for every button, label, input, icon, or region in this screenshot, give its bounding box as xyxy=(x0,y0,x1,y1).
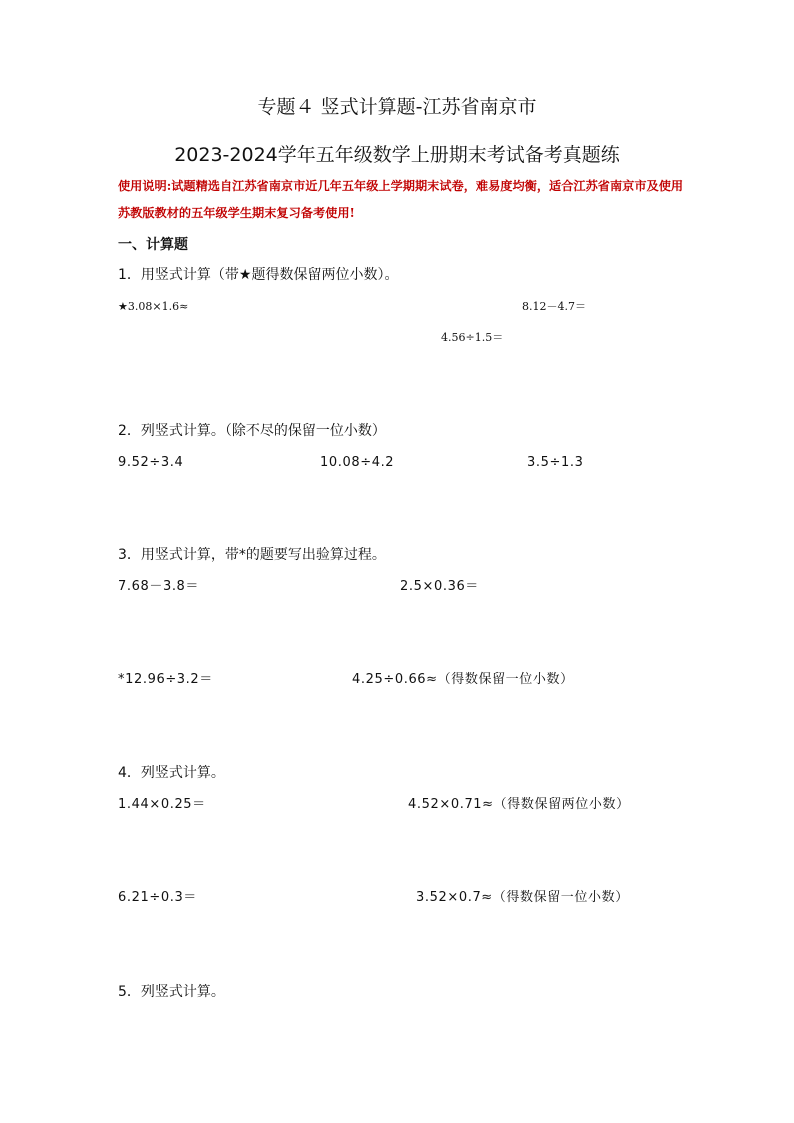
question-1-item-1: ★3.08×1.6≈ xyxy=(118,300,189,313)
question-3-prompt: 3．用竖式计算，带*的题要写出验算过程。 xyxy=(118,547,386,563)
question-4-item-4: 3.52×0.7≈（得数保留一位小数） xyxy=(416,890,629,905)
question-2-item-2: 10.08÷4.2 xyxy=(320,455,395,470)
question-5-prompt: 5．列竖式计算。 xyxy=(118,984,225,1000)
question-4-item-1: 1.44×0.25＝ xyxy=(118,797,206,812)
question-4-item-3: 6.21÷0.3＝ xyxy=(118,890,197,905)
question-2-prompt: 2．列竖式计算。（除不尽的保留一位小数） xyxy=(118,423,386,439)
document-title-line-1: 专题４ 竖式计算题-江苏省南京市 xyxy=(257,96,537,118)
question-2-item-1: 9.52÷3.4 xyxy=(118,455,184,470)
document-title-line-2: 2023-2024学年五年级数学上册期末考试备考真题练 xyxy=(174,144,620,166)
question-1-prompt: 1．用竖式计算（带★题得数保留两位小数）。 xyxy=(118,267,399,283)
question-3-item-3: *12.96÷3.2＝ xyxy=(118,672,213,687)
question-4-prompt: 4．列竖式计算。 xyxy=(118,765,225,781)
question-1-item-2: 8.12－4.7＝ xyxy=(522,300,586,313)
question-3-item-1: 7.68－3.8＝ xyxy=(118,579,200,594)
usage-notice: 使用说明:试题精选自江苏省南京市近几年五年级上学期期末试卷，难易度均衡，适合江苏省南京市及使用苏教版教材的五年级学生期末复习备考使用! xyxy=(118,179,684,220)
question-3-item-2: 2.5×0.36＝ xyxy=(400,579,479,594)
question-2-item-3: 3.5÷1.3 xyxy=(527,455,584,470)
question-4-item-2: 4.52×0.71≈（得数保留两位小数） xyxy=(408,797,630,812)
question-1-item-3: 4.56÷1.5＝ xyxy=(441,331,504,344)
question-3-item-4: 4.25÷0.66≈（得数保留一位小数） xyxy=(352,672,574,687)
section-heading: 一、计算题 xyxy=(118,237,188,253)
